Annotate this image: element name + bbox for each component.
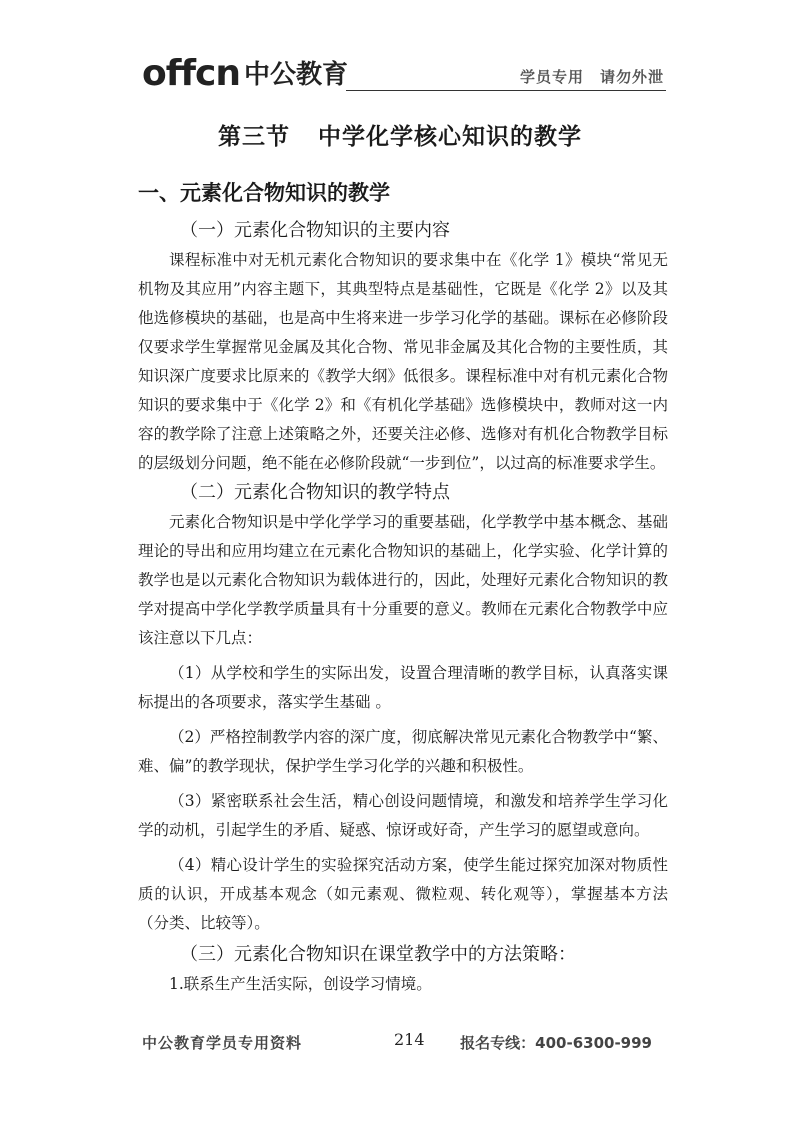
confidential-tag <box>520 66 664 87</box>
offcn-logo <box>142 52 348 92</box>
section-name: 中学化学核心知识的教学 <box>318 124 582 150</box>
section-number: 第三节 <box>218 124 290 150</box>
tag-do-not-leak: 请勿外泄 <box>599 68 664 86</box>
paragraph-main-content: 课程标准中对无机元素化合物知识的要求集中在《化学 1》模块“常见无机物及其应用”内容主题下，其典型特点是基础性，它既是《化学 2》以及其他选修模块的基础，也是高中生将来进一步学习化学的基础。课标在必修阶段仅要求学生掌握常见金属及其化合物、常见非金属及其化合物的主要性质，其知识深广度要求比原来的《教学大纲》低很多。课程标准中对有机元素化合物知识的要求集中于《化学 2》和《有机化学基础》选修模块中，教师对这一内容的教学除了注意上述策略之外，还要关注必修、选修对有机化合物教学目标的层级划分问题，绝不能在必修阶段就“一步到位”，以过高的标准要求学生。 <box>138 251 668 472</box>
page-number: 214 <box>394 1030 425 1049</box>
list-item: （1）从学校和学生的实际出发，设置合理清晰的教学目标，认真落实课标提出的各项要求，落实学生基础 。 <box>138 664 668 711</box>
strategy-point: 1.联系生产生活实际，创设学习情境。 <box>169 975 432 993</box>
section-title <box>0 118 800 151</box>
subsection-heading-teaching-features: （二）元素化合物知识的教学特点 <box>180 482 450 503</box>
page-footer <box>142 1032 662 1056</box>
header-divider <box>346 90 666 91</box>
list-item: （4）精心设计学生的实验探究活动方案，使学生能过探究加深对物质性质的认识，开成基本观念（如元素观、微粒观、转化观等），掌握基本方法（分类、比较等）。 <box>138 856 668 932</box>
tag-student-only: 学员专用 <box>519 68 584 86</box>
part-heading: 一、元素化合物知识的教学 <box>138 181 390 205</box>
subsection-heading-method-strategy: （三）元素化合物知识在课堂教学中的方法策略： <box>180 944 576 965</box>
page-header <box>130 52 670 100</box>
footer-hotline: 报名专线：400-6300-999 <box>460 1034 652 1052</box>
subsection-heading-main-content: （一）元素化合物知识的主要内容 <box>180 220 450 241</box>
page-body <box>138 176 668 999</box>
logo-chinese-text: 中公教育 <box>244 60 349 90</box>
list-item: （2）严格控制教学内容的深广度，彻底解决常见元素化合物教学中“繁、难、偏”的教学现状，保护学生学习化学的兴趣和积极性。 <box>138 728 668 775</box>
footer-left-text: 中公教育学员专用资料 <box>142 1034 303 1052</box>
paragraph-teaching-features: 元素化合物知识是中学化学学习的重要基础，化学教学中基本概念、基础理论的导出和应用均建立在元素化合物知识的基础上，化学实验、化学计算的教学也是以元素化合物知识为载体进行的，因此，处理好元素化合物知识的教学对提高中学化学教学质量具有十分重要的意义。教师在元素化合物教学中应该注意以下几点： <box>138 513 668 647</box>
list-item: （3）紧密联系社会生活，精心创设问题情境，和激发和培养学生学习化学的动机，引起学生的矛盾、疑惑、惊讶或好奇，产生学习的愿望或意向。 <box>138 792 668 839</box>
logo-latin-text: offcn <box>142 53 241 94</box>
